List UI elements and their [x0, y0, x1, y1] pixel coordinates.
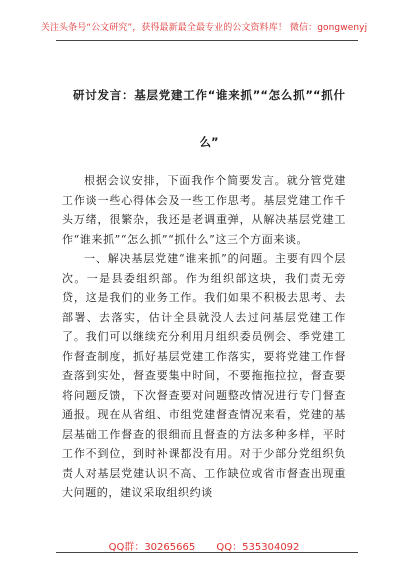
- footer-divider: [56, 552, 358, 553]
- body-paragraph-section-one: 一、解决基层党建“谁来抓”的问题。主要有四个层次。一是县委组织部。作为组织部这块，我们责无旁贷，这是我们的业务工作。我们如果不积极去思考、去部署、去落实，估计全县就没人去过问基层党建工作了。我们可以继续充分利用月组织委员例会、季党建工作督查制度，抓好基层党建工作落实，要将党建工作督查落到实处，督查要集中时间，不要拖拖拉拉，督查要将问题反馈，下次督查要对问题整改情况进行专门督查通报。现在从省组、市组党建督查情况来看，党建的基层基础工作督查的很细而且督查的方法多种多样，平时工作不到位，到时补课都没有用。对于少部分党组织负责人对基层党建认识不高、工作缺位或省市督查出现重大问题的，建议采取组织约谈: [62, 252, 346, 499]
- body-paragraph-intro: 根据会议安排，下面我作个简要发言。就分管党建工作谈一些心得体会及一些工作思考。基层党建工作千头万绪，很繁杂，我还是老调重弹，从解决基层党建工作“谁来抓”“怎么抓”“抓什么”这三个方面来谈。: [62, 174, 346, 246]
- footer-qq-group: QQ群：30265665: [108, 542, 196, 553]
- header-divider: [56, 40, 358, 41]
- document-body: [62, 171, 346, 503]
- document-title: 研讨发言：基层党建工作“谁来抓”“怎么抓”“抓什么”: [73, 88, 345, 149]
- page-footer: [0, 538, 408, 553]
- page-header-notice: 关注头条号“公文研究”，获得最新最全最专业的公文资料库！ 微信：gongwenyj: [40, 23, 368, 33]
- footer-qq-number: QQ：535304092: [216, 542, 300, 553]
